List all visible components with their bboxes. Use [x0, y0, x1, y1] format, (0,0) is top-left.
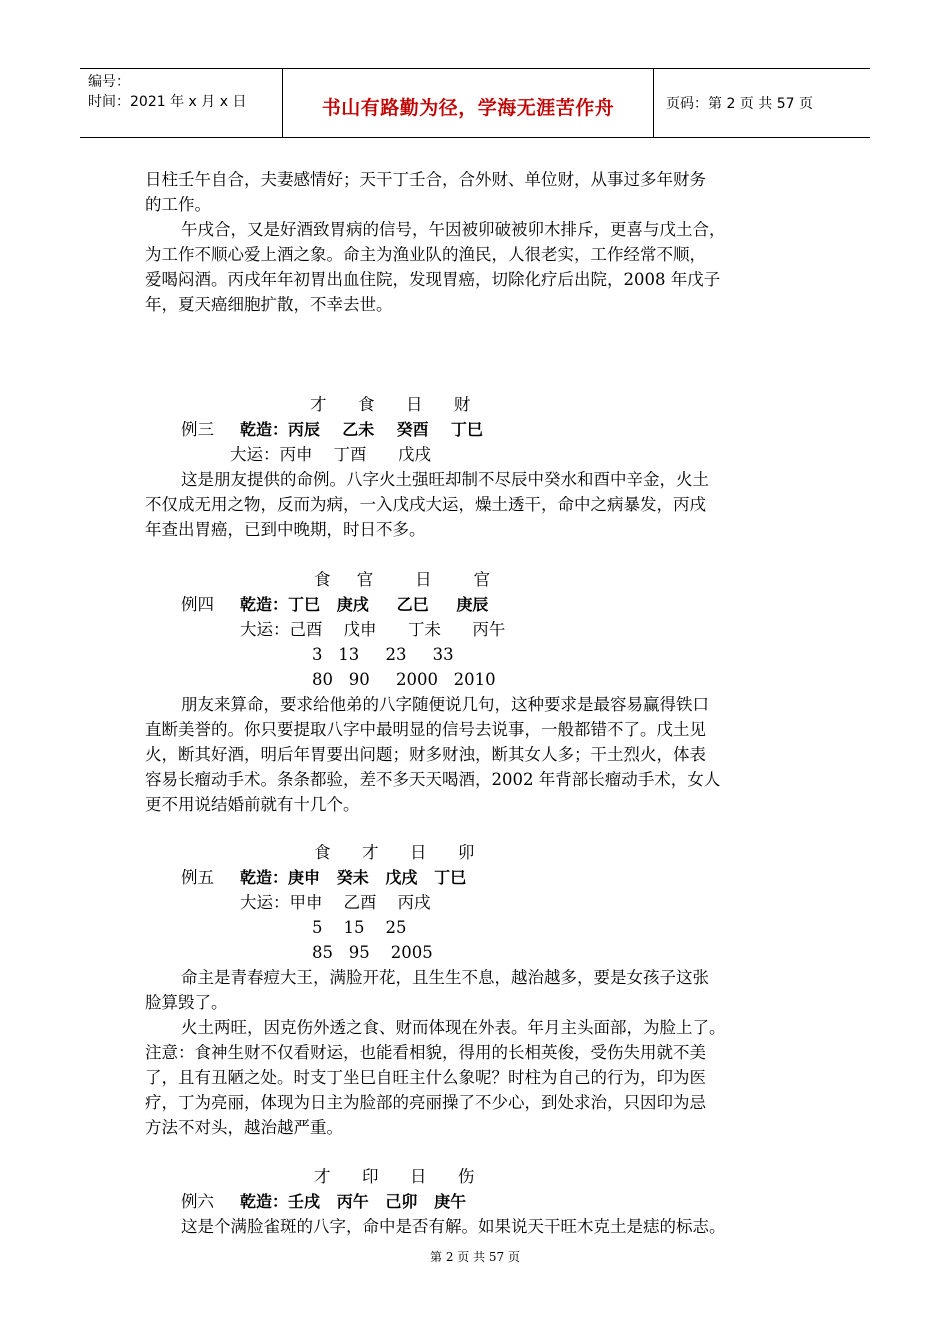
example-label: 例三 — [181, 420, 214, 439]
paragraph-line: 这是朋友提供的命例。八字火土强旺却制不尽辰中癸水和酉中辛金，火土 — [181, 470, 709, 489]
dayun-row: 大运：甲申 乙酉 丙戌 — [240, 893, 431, 912]
ten-gods-row: 食 官 日 官 — [314, 570, 491, 589]
paragraph-line: 朋友来算命，要求给他弟的八字随便说几句，这种要求是最容易赢得铁口 — [181, 695, 709, 714]
ten-gods-row: 食 才 日 卯 — [314, 843, 475, 862]
bazi-chart: 乾造：庚申 癸未 戊戌 丁巳 — [240, 868, 467, 887]
bazi-chart: 乾造：壬戌 丙午 己卯 庚午 — [240, 1192, 467, 1211]
paragraph-line: 疗，丁为亮丽，体现为日主为脸部的亮丽操了不少心，到处求治，只因印为忌 — [145, 1093, 706, 1112]
header-page-cell — [654, 69, 870, 137]
dayun-years-row: 85 95 2005 — [312, 943, 433, 962]
header-motto-cell — [283, 69, 654, 137]
bazi-chart: 乾造：丁巳 庚戌 乙巳 庚辰 — [240, 595, 489, 614]
header-meta — [80, 69, 283, 137]
paragraph-line: 火，断其好酒，明后年胃要出问题；财多财浊，断其女人多；干土烈火，体表 — [145, 745, 706, 764]
page-footer: 第 2 页 共 57 页 — [430, 1250, 520, 1264]
paragraph-line: 年，夏天癌细胞扩散，不幸去世。 — [145, 295, 393, 314]
time-label: 时间：2021 年 x 月 x 日 — [88, 94, 247, 110]
paragraph-line: 命主是青春痘大王，满脸开花，且生生不息，越治越多，要是女孩子这张 — [181, 968, 709, 987]
example-label: 例四 — [181, 595, 214, 614]
paragraph-line: 火土两旺，因克伤外透之食、财而体现在外表。年月主头面部，为脸上了。 — [181, 1018, 726, 1037]
dayun-row: 大运：己酉 戊申 丁未 丙午 — [240, 620, 506, 639]
paragraph-line: 容易长瘤动手术。条条都验，差不多天天喝酒，2002 年背部长瘤动手术，女人 — [145, 770, 721, 789]
dayun-row: 大运：丙申 丁酉 戊戌 — [230, 445, 431, 464]
paragraph-line: 日柱壬午自合，夫妻感情好；天干丁壬合，合外财、单位财，从事过多年财务 — [145, 170, 706, 189]
dayun-ages-row: 3 13 23 33 — [312, 645, 454, 664]
ten-gods-row: 才 印 日 伤 — [314, 1167, 475, 1186]
code-label: 编号： — [88, 74, 130, 90]
paragraph-line: 注意：食神生财不仅看财运，也能看相貌，得用的长相英俊，受伤失用就不美 — [145, 1043, 706, 1062]
paragraph-line: 了，且有丑陋之处。时支丁坐巳自旺主什么象呢？时柱为自己的行为，印为医 — [145, 1068, 706, 1087]
paragraph-line: 爱喝闷酒。丙戌年年初胃出血住院，发现胃癌，切除化疗后出院，2008 年戊子 — [145, 270, 721, 289]
bazi-chart: 乾造：丙辰 乙未 癸酉 丁巳 — [240, 420, 483, 439]
dayun-years-row: 80 90 2000 2010 — [312, 670, 496, 689]
paragraph-line: 的工作。 — [145, 195, 211, 214]
paragraph-line: 脸算毁了。 — [145, 993, 228, 1012]
paragraph-line: 午戌合，又是好酒致胃病的信号，午因被卯破被卯木排斥，更喜与戊土合， — [181, 220, 726, 239]
paragraph-line: 年查出胃癌，已到中晚期，时日不多。 — [145, 520, 426, 539]
paragraph-line: 直断美誉的。你只要提取八字中最明显的信号去说事，一般都错不了。戊土见 — [145, 720, 706, 739]
page-header — [80, 68, 870, 138]
example-label: 例六 — [181, 1192, 214, 1211]
paragraph-line: 方法不对头，越治越严重。 — [145, 1118, 343, 1137]
paragraph-line: 不仅成无用之物，反而为病，一入戊戌大运，燥土透干，命中之病暴发，丙戌 — [145, 495, 706, 514]
paragraph-line: 为工作不顺心爱上酒之象。命主为渔业队的渔民，人很老实，工作经常不顺， — [145, 245, 706, 264]
paragraph-line: 这是个满脸雀斑的八字，命中是否有解。如果说天干旺木克土是痣的标志。 — [181, 1217, 726, 1236]
ten-gods-row: 才 食 日 财 — [310, 395, 471, 414]
example-label: 例五 — [181, 868, 214, 887]
motto: 书山有路勤为径，学海无涯苦作舟 — [321, 97, 615, 119]
dayun-ages-row: 5 15 25 — [312, 918, 407, 937]
page-label: 页码：第 2 页 共 57 页 — [666, 96, 813, 112]
paragraph-line: 更不用说结婚前就有十几个。 — [145, 795, 360, 814]
